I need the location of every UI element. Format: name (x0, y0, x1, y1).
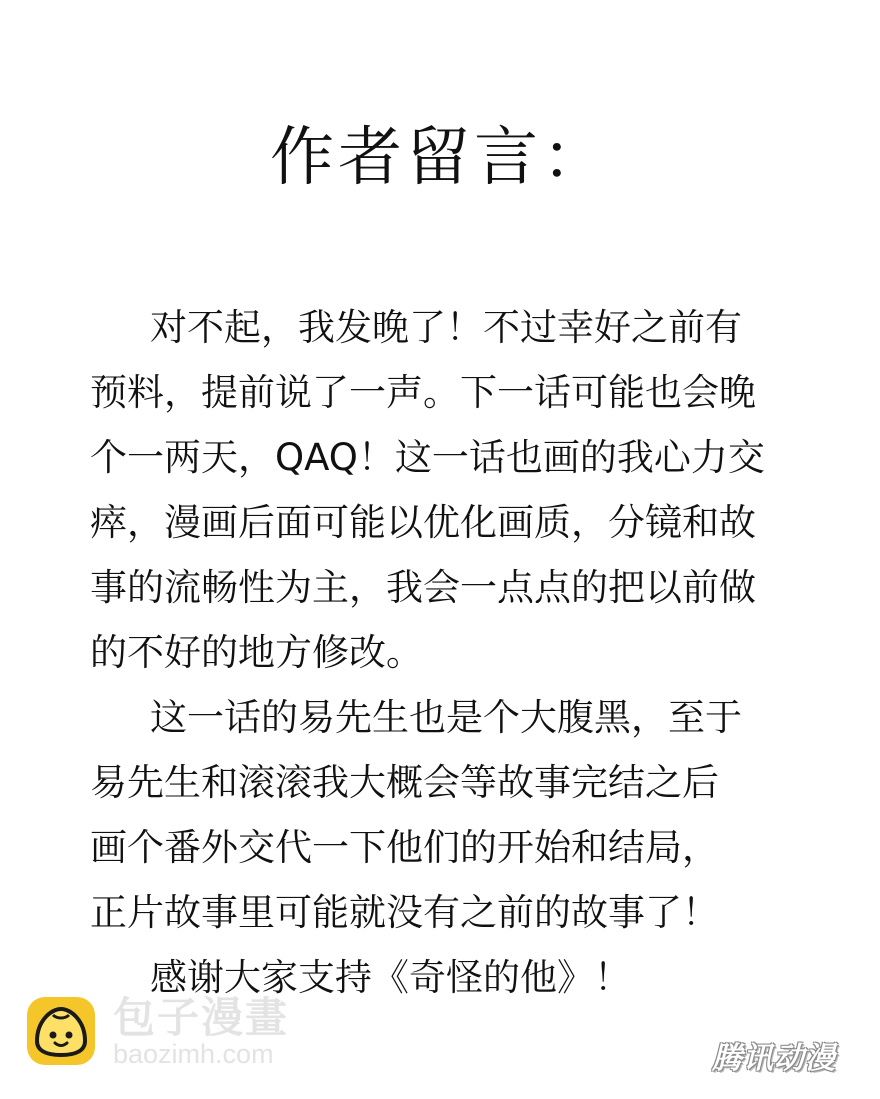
note-line: 的不好的地方修改。 (90, 631, 423, 674)
note-line: 个一两天，QAQ！这一话也画的我心力交 (90, 436, 765, 479)
bun-face-icon (25, 995, 97, 1067)
note-line: 这一话的易先生也是个大腹黑，至于 (150, 696, 742, 739)
watermark (25, 995, 345, 1075)
page-title: 作者留言： (270, 121, 610, 195)
note-line: 正片故事里可能就没有之前的故事了！ (90, 891, 719, 934)
note-line: 易先生和滚滚我大概会等故事完结之后 (90, 761, 719, 804)
note-line: 画个番外交代一下他们的开始和结局， (90, 826, 719, 869)
watermark-url: baozimh.com (113, 1039, 274, 1069)
note-line: 预料，提前说了一声。下一话可能也会晚 (90, 371, 756, 414)
author-note-body (90, 295, 830, 1010)
publisher-logo-text: 腾讯动漫 (712, 1041, 836, 1076)
publisher-logo (712, 1040, 862, 1080)
watermark-name: 包子漫畫 (113, 993, 290, 1042)
note-line: 事的流畅性为主，我会一点点的把以前做 (90, 566, 756, 609)
note-line: 感谢大家支持《奇怪的他》！ (150, 956, 631, 999)
note-line: 对不起，我发晚了！不过幸好之前有 (150, 306, 742, 349)
note-line: 瘁，漫画后面可能以优化画质，分镜和故 (90, 501, 756, 544)
